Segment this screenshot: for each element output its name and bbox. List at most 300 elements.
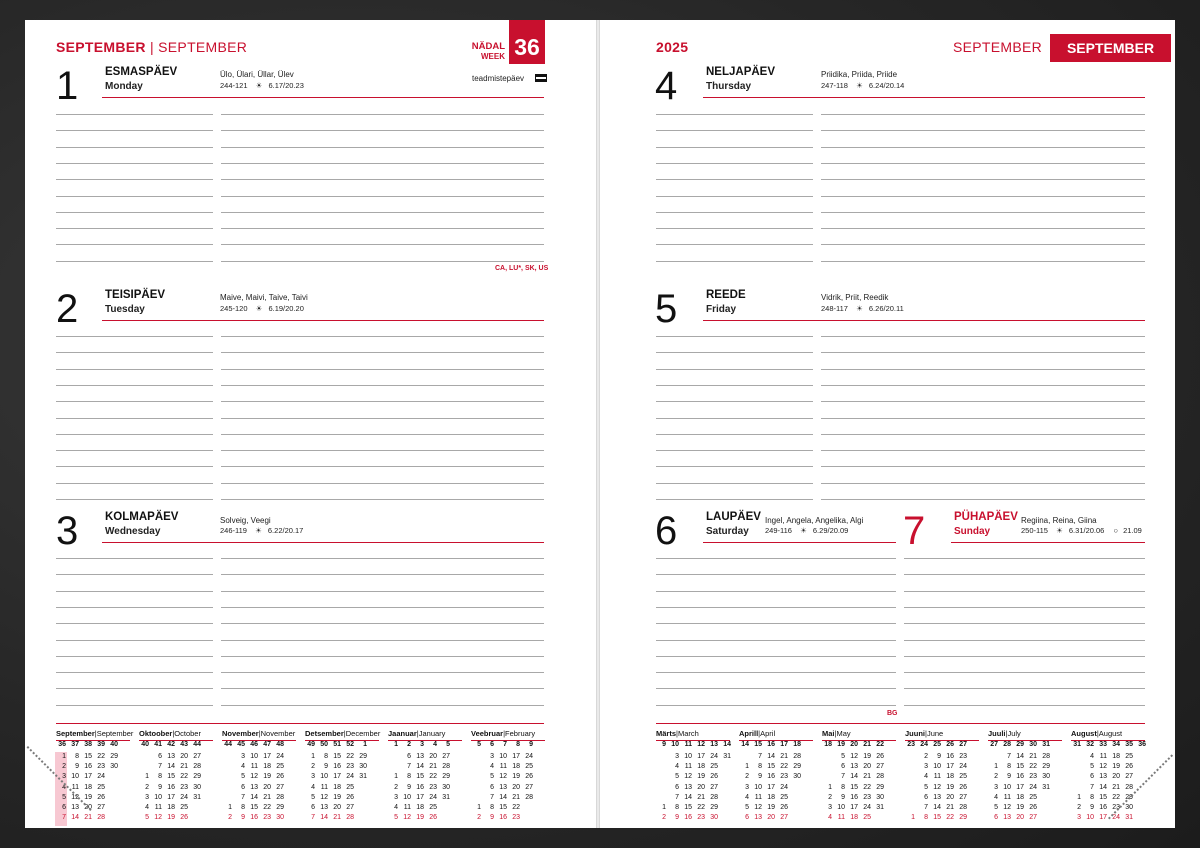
writing-line (904, 574, 1145, 575)
calendar-day: 1 (911, 814, 915, 822)
calendar-day: 13 (71, 804, 79, 811)
calendar-day: 2 (828, 793, 832, 801)
calendar-day: 17 (1099, 814, 1107, 822)
calendar-day: 6 (311, 804, 315, 811)
writing-line (656, 114, 813, 115)
calendar-day: 26 (876, 753, 884, 760)
week-number: 40 (141, 741, 149, 748)
calendar-day: 12 (754, 804, 762, 811)
calendar-day: 20 (1112, 773, 1120, 781)
writing-line (221, 705, 544, 706)
week-number: 43 (180, 741, 188, 748)
calendar-day: 30 (710, 814, 718, 822)
sun-times: 6.24/20.14 (868, 81, 905, 90)
calendar-day: 9 (241, 814, 245, 822)
calendar-day: 25 (429, 804, 437, 811)
calendar-day: 11 (320, 783, 328, 791)
calendar-day: 27 (876, 763, 884, 771)
left-header-month: SEPTEMBER | SEPTEMBER (56, 39, 248, 55)
calendar-day: 7 (311, 814, 315, 822)
week-number: 46 (250, 741, 258, 748)
week-number: 47 (263, 741, 271, 748)
mini-calendar-title: Veebruar|February (471, 729, 536, 738)
week-number: 22 (876, 741, 884, 748)
week-number: 37 (71, 741, 79, 748)
country-note: CA, LU*, SK, US (495, 265, 549, 272)
calendar-day: 18 (167, 804, 175, 811)
calendar-day: 11 (403, 804, 411, 811)
calendar-day: 21 (263, 793, 271, 801)
calendar-day: 25 (276, 763, 284, 771)
calendar-day: 19 (512, 773, 520, 781)
mini-calendar-title: Juuni|June (905, 729, 944, 738)
calendar-day: 7 (241, 793, 245, 801)
calendar-day: 2 (311, 763, 315, 771)
writing-line (56, 130, 213, 131)
calendar-day: 7 (1007, 753, 1011, 760)
calendar-day: 6 (407, 753, 411, 760)
calendar-day: 23 (346, 763, 354, 771)
calendar-day: 5 (394, 814, 398, 822)
calendar-day: 16 (499, 814, 507, 822)
calendar-day: 13 (754, 814, 762, 822)
day-name-et: ESMASPÄEV (105, 66, 178, 78)
calendar-day: 12 (1099, 763, 1107, 771)
calendar-day: 20 (180, 753, 188, 760)
calendar-day: 12 (1003, 804, 1011, 811)
week-number: 11 (684, 741, 692, 748)
calendar-day: 28 (1125, 783, 1133, 791)
calendar-day: 2 (62, 763, 66, 771)
calendar-day: 15 (416, 773, 424, 781)
calendar-day: 30 (442, 783, 450, 791)
calendar-day: 30 (110, 763, 118, 771)
calendar-day: 29 (876, 783, 884, 791)
calendar-day: 7 (758, 753, 762, 760)
calendar-day: 23 (959, 753, 967, 760)
day-number: 7 (903, 509, 926, 553)
week-number: 14 (723, 741, 731, 748)
sun-icon: ☀ (255, 304, 263, 313)
calendar-day: 6 (241, 783, 245, 791)
calendar-day: 10 (1003, 783, 1011, 791)
left-page (25, 20, 596, 828)
calendar-day: 18 (333, 783, 341, 791)
writing-line (221, 261, 544, 262)
calendar-day: 11 (499, 763, 507, 771)
calendar-day: 13 (933, 793, 941, 801)
calendar-day: 26 (429, 814, 437, 822)
writing-line (56, 656, 213, 657)
writing-line (56, 466, 213, 467)
writing-line (221, 607, 544, 608)
writing-line (56, 228, 213, 229)
calendar-day: 11 (250, 763, 258, 771)
calendar-day: 1 (228, 804, 232, 811)
calendar-day: 24 (180, 793, 188, 801)
calendar-day: 9 (1007, 773, 1011, 781)
calendar-day: 23 (1112, 804, 1120, 811)
name-days: Vidrik, Priit, Reedik (821, 293, 889, 302)
calendar-day: 14 (71, 814, 79, 822)
writing-line (656, 179, 813, 180)
calendar-day: 1 (145, 773, 149, 781)
mini-calendar-title: Oktoober|October (139, 729, 201, 738)
day-divider (102, 320, 544, 321)
name-days: Regiina, Reina, Giina (1021, 516, 1097, 525)
calendar-day: 31 (1125, 814, 1133, 822)
calendar-day: 30 (359, 763, 367, 771)
writing-line (221, 434, 544, 435)
calendar-day: 20 (767, 814, 775, 822)
writing-line (656, 336, 813, 337)
writing-line (656, 483, 813, 484)
writing-line (821, 401, 1145, 402)
calendar-day: 12 (250, 773, 258, 781)
calendar-day: 14 (1016, 753, 1024, 760)
writing-line (221, 499, 544, 500)
calendar-day: 28 (276, 793, 284, 801)
calendar-day: 23 (429, 783, 437, 791)
calendar-day: 8 (841, 783, 845, 791)
writing-line (656, 450, 813, 451)
calendar-divider (656, 723, 1145, 724)
calendar-day: 11 (1099, 753, 1107, 760)
calendar-day: 10 (933, 763, 941, 771)
calendar-day: 5 (1090, 763, 1094, 771)
calendar-day: 6 (745, 814, 749, 822)
calendar-day: 25 (710, 763, 718, 771)
writing-line (656, 228, 813, 229)
calendar-day: 27 (1029, 814, 1037, 822)
calendar-day: 3 (145, 793, 149, 801)
calendar-day: 6 (490, 783, 494, 791)
calendar-day: 15 (684, 804, 692, 811)
calendar-day: 5 (675, 773, 679, 781)
writing-line (56, 450, 213, 451)
week-number: 26 (946, 741, 954, 748)
week-number: 40 (110, 741, 118, 748)
calendar-day: 16 (250, 814, 258, 822)
calendar-day: 9 (841, 793, 845, 801)
week-number: 31 (1042, 741, 1050, 748)
calendar-day: 11 (754, 793, 762, 801)
calendar-day: 19 (333, 793, 341, 801)
calendar-day: 5 (841, 753, 845, 760)
calendar-day: 22 (263, 804, 271, 811)
calendar-day: 5 (745, 804, 749, 811)
day-name-en: Sunday (954, 526, 991, 537)
calendar-day: 1 (477, 804, 481, 811)
writing-line (821, 179, 1145, 180)
calendar-day: 3 (994, 783, 998, 791)
calendar-day: 27 (346, 804, 354, 811)
day-number: 1 (56, 64, 79, 108)
calendar-day: 18 (84, 783, 92, 791)
calendar-day: 4 (1090, 753, 1094, 760)
writing-line (656, 434, 813, 435)
calendar-day: 24 (1029, 783, 1037, 791)
writing-line (56, 705, 213, 706)
calendar-day: 1 (394, 773, 398, 781)
week-number: 9 (529, 741, 533, 748)
calendar-day: 3 (675, 753, 679, 760)
writing-line (904, 591, 1145, 592)
week-number: 6 (490, 741, 494, 748)
day-info (765, 526, 848, 535)
calendar-day: 12 (933, 783, 941, 791)
writing-line (656, 418, 813, 419)
calendar-day: 4 (145, 804, 149, 811)
calendar-day: 4 (675, 763, 679, 771)
writing-line (821, 352, 1145, 353)
calendar-day: 3 (1077, 814, 1081, 822)
writing-line (221, 656, 544, 657)
calendar-day: 16 (84, 763, 92, 771)
writing-line (221, 558, 544, 559)
calendar-day: 11 (933, 773, 941, 781)
day-of-year: 244-121 (220, 81, 248, 90)
sun-times: 6.17/20.23 (268, 81, 304, 90)
writing-line (656, 147, 813, 148)
writing-line (56, 179, 213, 180)
calendar-day: 24 (863, 804, 871, 811)
name-days: Maive, Maivi, Taive, Taivi (220, 293, 308, 302)
writing-line (821, 228, 1145, 229)
day-info (220, 526, 303, 535)
calendar-day: 10 (1086, 814, 1094, 822)
calendar-day: 8 (324, 753, 328, 760)
calendar-day: 23 (780, 773, 788, 781)
week-number: 52 (346, 741, 354, 748)
calendar-day: 23 (263, 814, 271, 822)
writing-line (56, 261, 213, 262)
calendar-day: 8 (1007, 763, 1011, 771)
day-divider (703, 542, 896, 543)
calendar-day: 10 (71, 773, 79, 781)
writing-line (656, 196, 813, 197)
calendar-day: 14 (684, 793, 692, 801)
calendar-day: 25 (1029, 793, 1037, 801)
calendar-day: 28 (97, 814, 105, 822)
writing-line (221, 369, 544, 370)
calendar-day: 11 (837, 814, 845, 822)
calendar-day: 27 (710, 783, 718, 791)
writing-line (656, 244, 813, 245)
calendar-day: 27 (442, 753, 450, 760)
day-of-year: 249-116 (765, 526, 792, 535)
calendar-day: 28 (1042, 753, 1050, 760)
calendar-day: 8 (924, 814, 928, 822)
calendar-day: 24 (97, 773, 105, 781)
calendar-day: 6 (158, 753, 162, 760)
writing-line (221, 130, 544, 131)
writing-line (56, 418, 213, 419)
calendar-day: 23 (97, 763, 105, 771)
calendar-day: 26 (780, 804, 788, 811)
calendar-day: 28 (442, 763, 450, 771)
calendar-day: 29 (442, 773, 450, 781)
calendar-day: 31 (193, 793, 201, 801)
writing-line (821, 212, 1145, 213)
calendar-day: 27 (97, 804, 105, 811)
writing-line (56, 147, 213, 148)
calendar-day: 3 (394, 793, 398, 801)
week-number: 51 (333, 741, 341, 748)
writing-line (656, 607, 896, 608)
calendar-day: 1 (1077, 793, 1081, 801)
day-of-year: 248-117 (821, 304, 848, 313)
writing-line (56, 574, 213, 575)
calendar-day: 22 (863, 783, 871, 791)
calendar-day: 13 (167, 753, 175, 760)
calendar-day: 16 (946, 753, 954, 760)
calendar-day: 14 (767, 753, 775, 760)
writing-line (221, 385, 544, 386)
mini-calendar-title: November|November (222, 729, 296, 738)
calendar-day: 10 (684, 753, 692, 760)
calendar-day: 21 (780, 753, 788, 760)
calendar-day: 2 (394, 783, 398, 791)
writing-line (656, 656, 896, 657)
calendar-day: 26 (1125, 763, 1133, 771)
calendar-day: 15 (84, 753, 92, 760)
calendar-day: 9 (407, 783, 411, 791)
writing-line (221, 591, 544, 592)
calendar-day: 20 (946, 793, 954, 801)
right-page (600, 20, 1175, 828)
mini-calendar-title: Detsember|December (305, 729, 381, 738)
writing-line (221, 623, 544, 624)
calendar-day: 14 (850, 773, 858, 781)
calendar-day: 22 (97, 753, 105, 760)
calendar-day: 6 (994, 814, 998, 822)
calendar-day: 31 (359, 773, 367, 781)
week-number: 19 (837, 741, 845, 748)
week-number: 41 (154, 741, 162, 748)
writing-line (821, 147, 1145, 148)
calendar-day: 26 (959, 783, 967, 791)
sun-times: 6.19/20.20 (268, 304, 304, 313)
calendar-day: 29 (110, 753, 118, 760)
calendar-day: 19 (863, 753, 871, 760)
calendar-day: 2 (477, 814, 481, 822)
day-of-year: 250-115 (1021, 526, 1048, 535)
calendar-day: 15 (850, 783, 858, 791)
calendar-day: 21 (429, 763, 437, 771)
calendar-day: 26 (276, 773, 284, 781)
day-name-en: Friday (706, 304, 737, 315)
calendar-day: 17 (416, 793, 424, 801)
week-number: 32 (1086, 741, 1094, 748)
writing-line (221, 352, 544, 353)
writing-line (56, 688, 213, 689)
calendar-day: 16 (850, 793, 858, 801)
calendar-day: 1 (745, 763, 749, 771)
calendar-day: 29 (276, 804, 284, 811)
calendar-day: 1 (311, 753, 315, 760)
calendar-day: 24 (429, 793, 437, 801)
calendar-day: 5 (994, 804, 998, 811)
writing-line (656, 574, 896, 575)
calendar-day: 23 (512, 814, 520, 822)
week-number: 23 (907, 741, 915, 748)
calendar-day: 9 (490, 814, 494, 822)
writing-line (56, 196, 213, 197)
calendar-day: 24 (710, 753, 718, 760)
calendar-day: 8 (407, 773, 411, 781)
calendar-day: 24 (959, 763, 967, 771)
calendar-day: 13 (499, 783, 507, 791)
mini-calendar-title: Jaanuar|January (388, 729, 446, 738)
writing-line (56, 163, 213, 164)
calendar-day: 2 (745, 773, 749, 781)
sun-icon: ☀ (856, 304, 863, 313)
writing-line (56, 607, 213, 608)
day-divider (703, 320, 1145, 321)
week-number: 12 (697, 741, 705, 748)
calendar-day: 7 (407, 763, 411, 771)
calendar-day: 15 (167, 773, 175, 781)
writing-line (221, 179, 544, 180)
writing-line (56, 640, 213, 641)
writing-line (656, 261, 813, 262)
sun-icon: ☀ (856, 81, 863, 90)
calendar-day: 17 (263, 753, 271, 760)
week-number: 29 (1016, 741, 1024, 748)
calendar-day: 17 (946, 763, 954, 771)
calendar-day: 16 (767, 773, 775, 781)
calendar-day: 16 (1016, 773, 1024, 781)
mini-calendar-title: September|September (56, 729, 134, 738)
writing-line (656, 705, 896, 706)
day-info (220, 81, 304, 90)
calendar-day: 19 (697, 773, 705, 781)
writing-line (656, 401, 813, 402)
calendar-day: 17 (333, 773, 341, 781)
week-number: 27 (990, 741, 998, 748)
calendar-day: 27 (525, 783, 533, 791)
calendar-day: 13 (1099, 773, 1107, 781)
week-number: 15 (754, 741, 762, 748)
calendar-day: 27 (193, 753, 201, 760)
calendar-day: 15 (767, 763, 775, 771)
calendar-day: 21 (1112, 783, 1120, 791)
name-days: Solveig, Veegi (220, 516, 271, 525)
writing-line (904, 558, 1145, 559)
day-name-en: Wednesday (105, 526, 161, 537)
calendar-day: 17 (167, 793, 175, 801)
calendar-day: 27 (780, 814, 788, 822)
calendar-day: 24 (346, 773, 354, 781)
calendar-day: 9 (758, 773, 762, 781)
day-name-et: KOLMAPÄEV (105, 511, 179, 523)
calendar-day: 9 (1090, 804, 1094, 811)
day-name-et: TEISIPÄEV (105, 289, 166, 301)
mini-calendar-title: Märts|March (656, 729, 699, 738)
writing-line (904, 607, 1145, 608)
calendar-day: 14 (933, 804, 941, 811)
mini-calendar-title: Juuli|July (988, 729, 1021, 738)
sun-times: 6.31/20.06 (1068, 526, 1105, 535)
calendar-day: 1 (62, 753, 66, 760)
writing-line (56, 244, 213, 245)
calendar-day: 24 (276, 753, 284, 760)
writing-line (821, 450, 1145, 451)
week-label-en: WEEK (481, 52, 505, 61)
sun-icon: ☀ (800, 526, 807, 535)
calendar-day: 25 (346, 783, 354, 791)
